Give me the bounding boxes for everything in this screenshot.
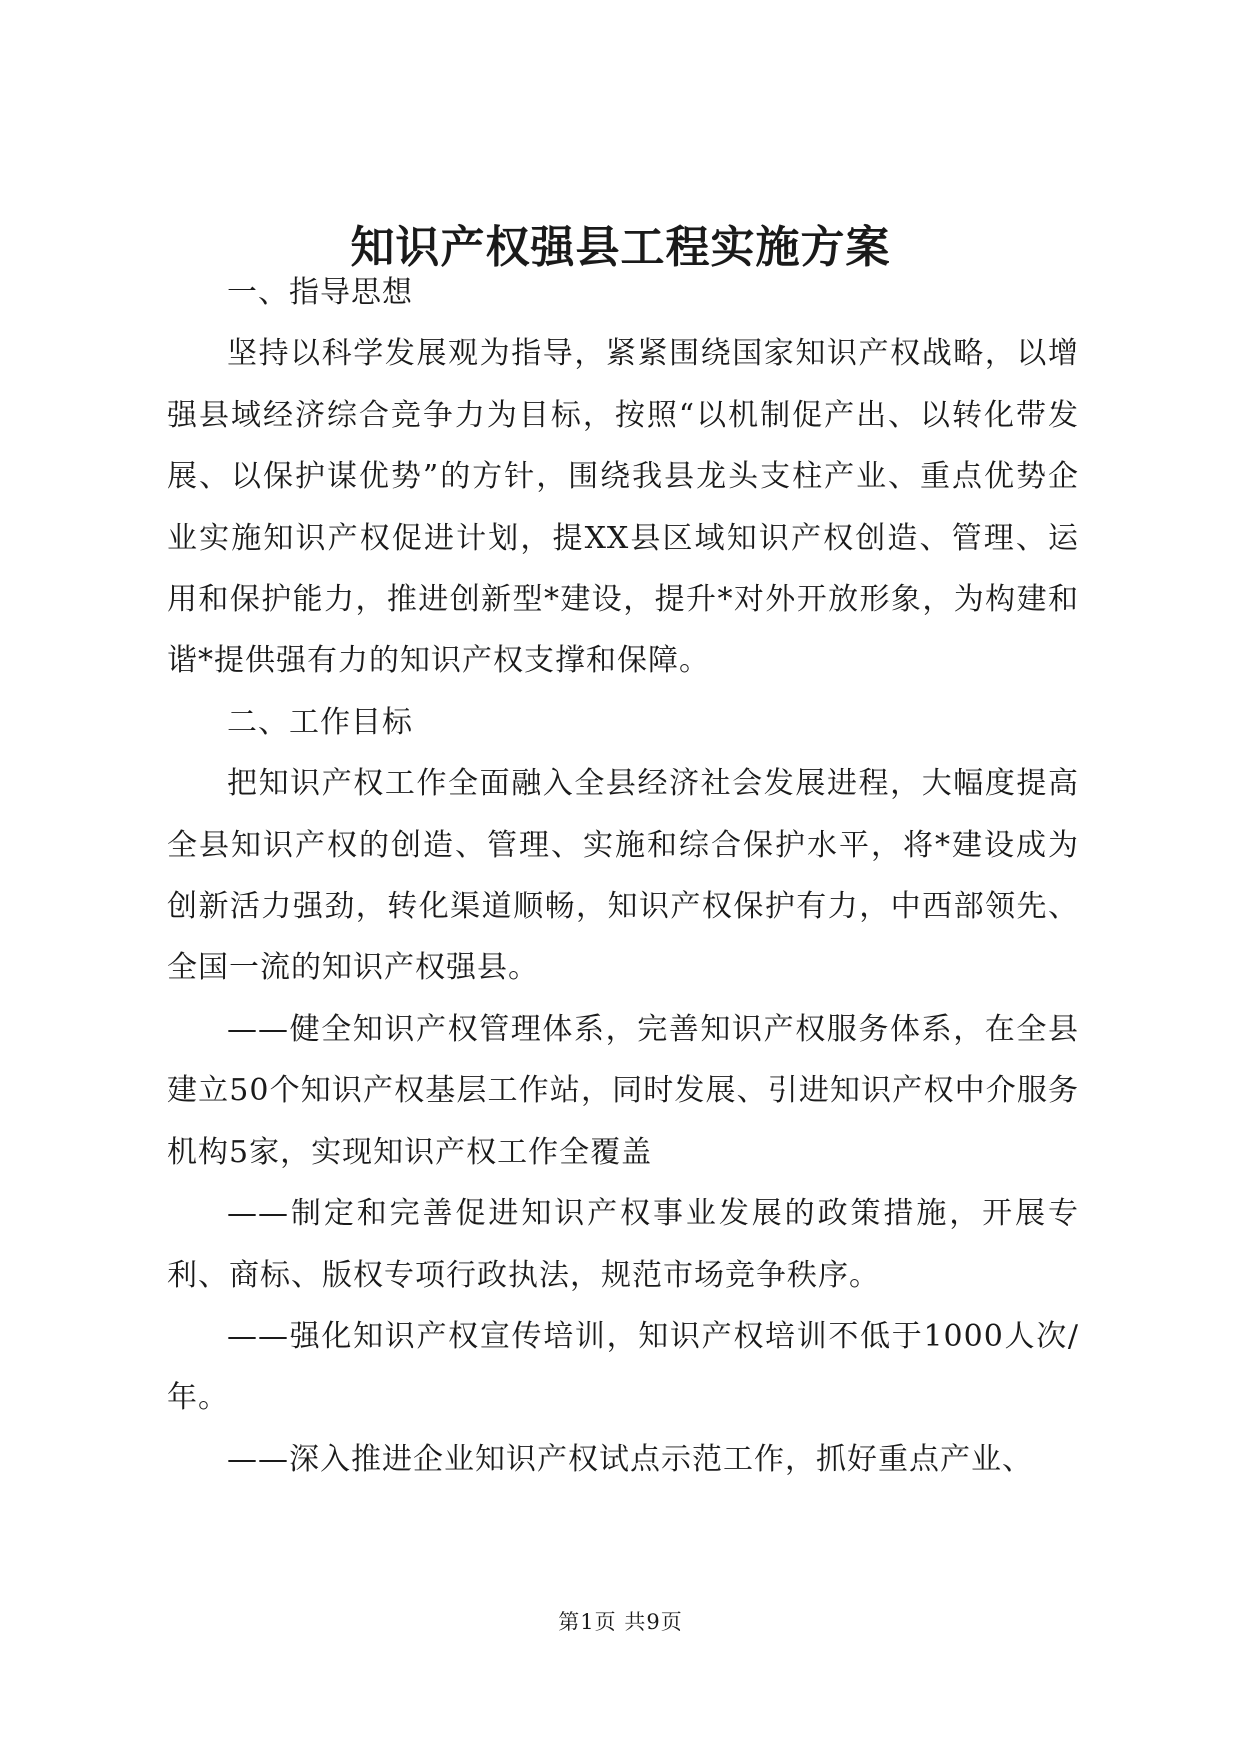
section-heading-guiding-ideology: 一、指导思想 bbox=[227, 275, 413, 310]
paragraph-guiding-ideology: 坚持以科学发展观为指导，紧紧围绕国家知识产权战略，以增强县域经济综合竞争力为目标，按照“以机制促产出、以转化带发展、以保护谋优势”的方针，围绕我县龙头支柱产业、重点优势企业实施知识产权促进计划，提XX县区域知识产权创造、管理、运用和保护能力，推进创新型*建设，提升*对外开放形象，为构建和谐*提供强有力的知识产权支撑和保障。 bbox=[167, 336, 1079, 679]
paragraph-work-goals: 把知识产权工作全面融入全县经济社会发展进程，大幅度提高全县知识产权的创造、管理、实施和综合保护水平，将*建设成为创新活力强劲，转化渠道顺畅，知识产权保护有力，中西部领先、全国一流的知识产权强县。 bbox=[167, 766, 1079, 986]
goal-item-management-system: ——健全知识产权管理体系，完善知识产权服务体系，在全县建立50个知识产权基层工作站，同时发展、引进知识产权中介服务机构5家，实现知识产权工作全覆盖 bbox=[167, 1011, 1079, 1170]
goal-item-training: ——强化知识产权宣传培训，知识产权培训不低于1000人次/年。 bbox=[167, 1318, 1079, 1416]
section-heading-work-goals: 二、工作目标 bbox=[227, 704, 413, 740]
goal-item-policy-enforcement: ——制定和完善促进知识产权事业发展的政策措施，开展专利、商标、版权专项行政执法，规范市场竞争秩序。 bbox=[167, 1196, 1079, 1293]
page-footer: 第1页 共9页 bbox=[558, 1610, 683, 1634]
document-title: 知识产权强县工程实施方案 bbox=[350, 222, 891, 273]
document-body bbox=[167, 262, 1079, 1490]
goal-item-enterprise-pilot: ——深入推进企业知识产权试点示范工作，抓好重点产业、 bbox=[227, 1441, 1033, 1477]
